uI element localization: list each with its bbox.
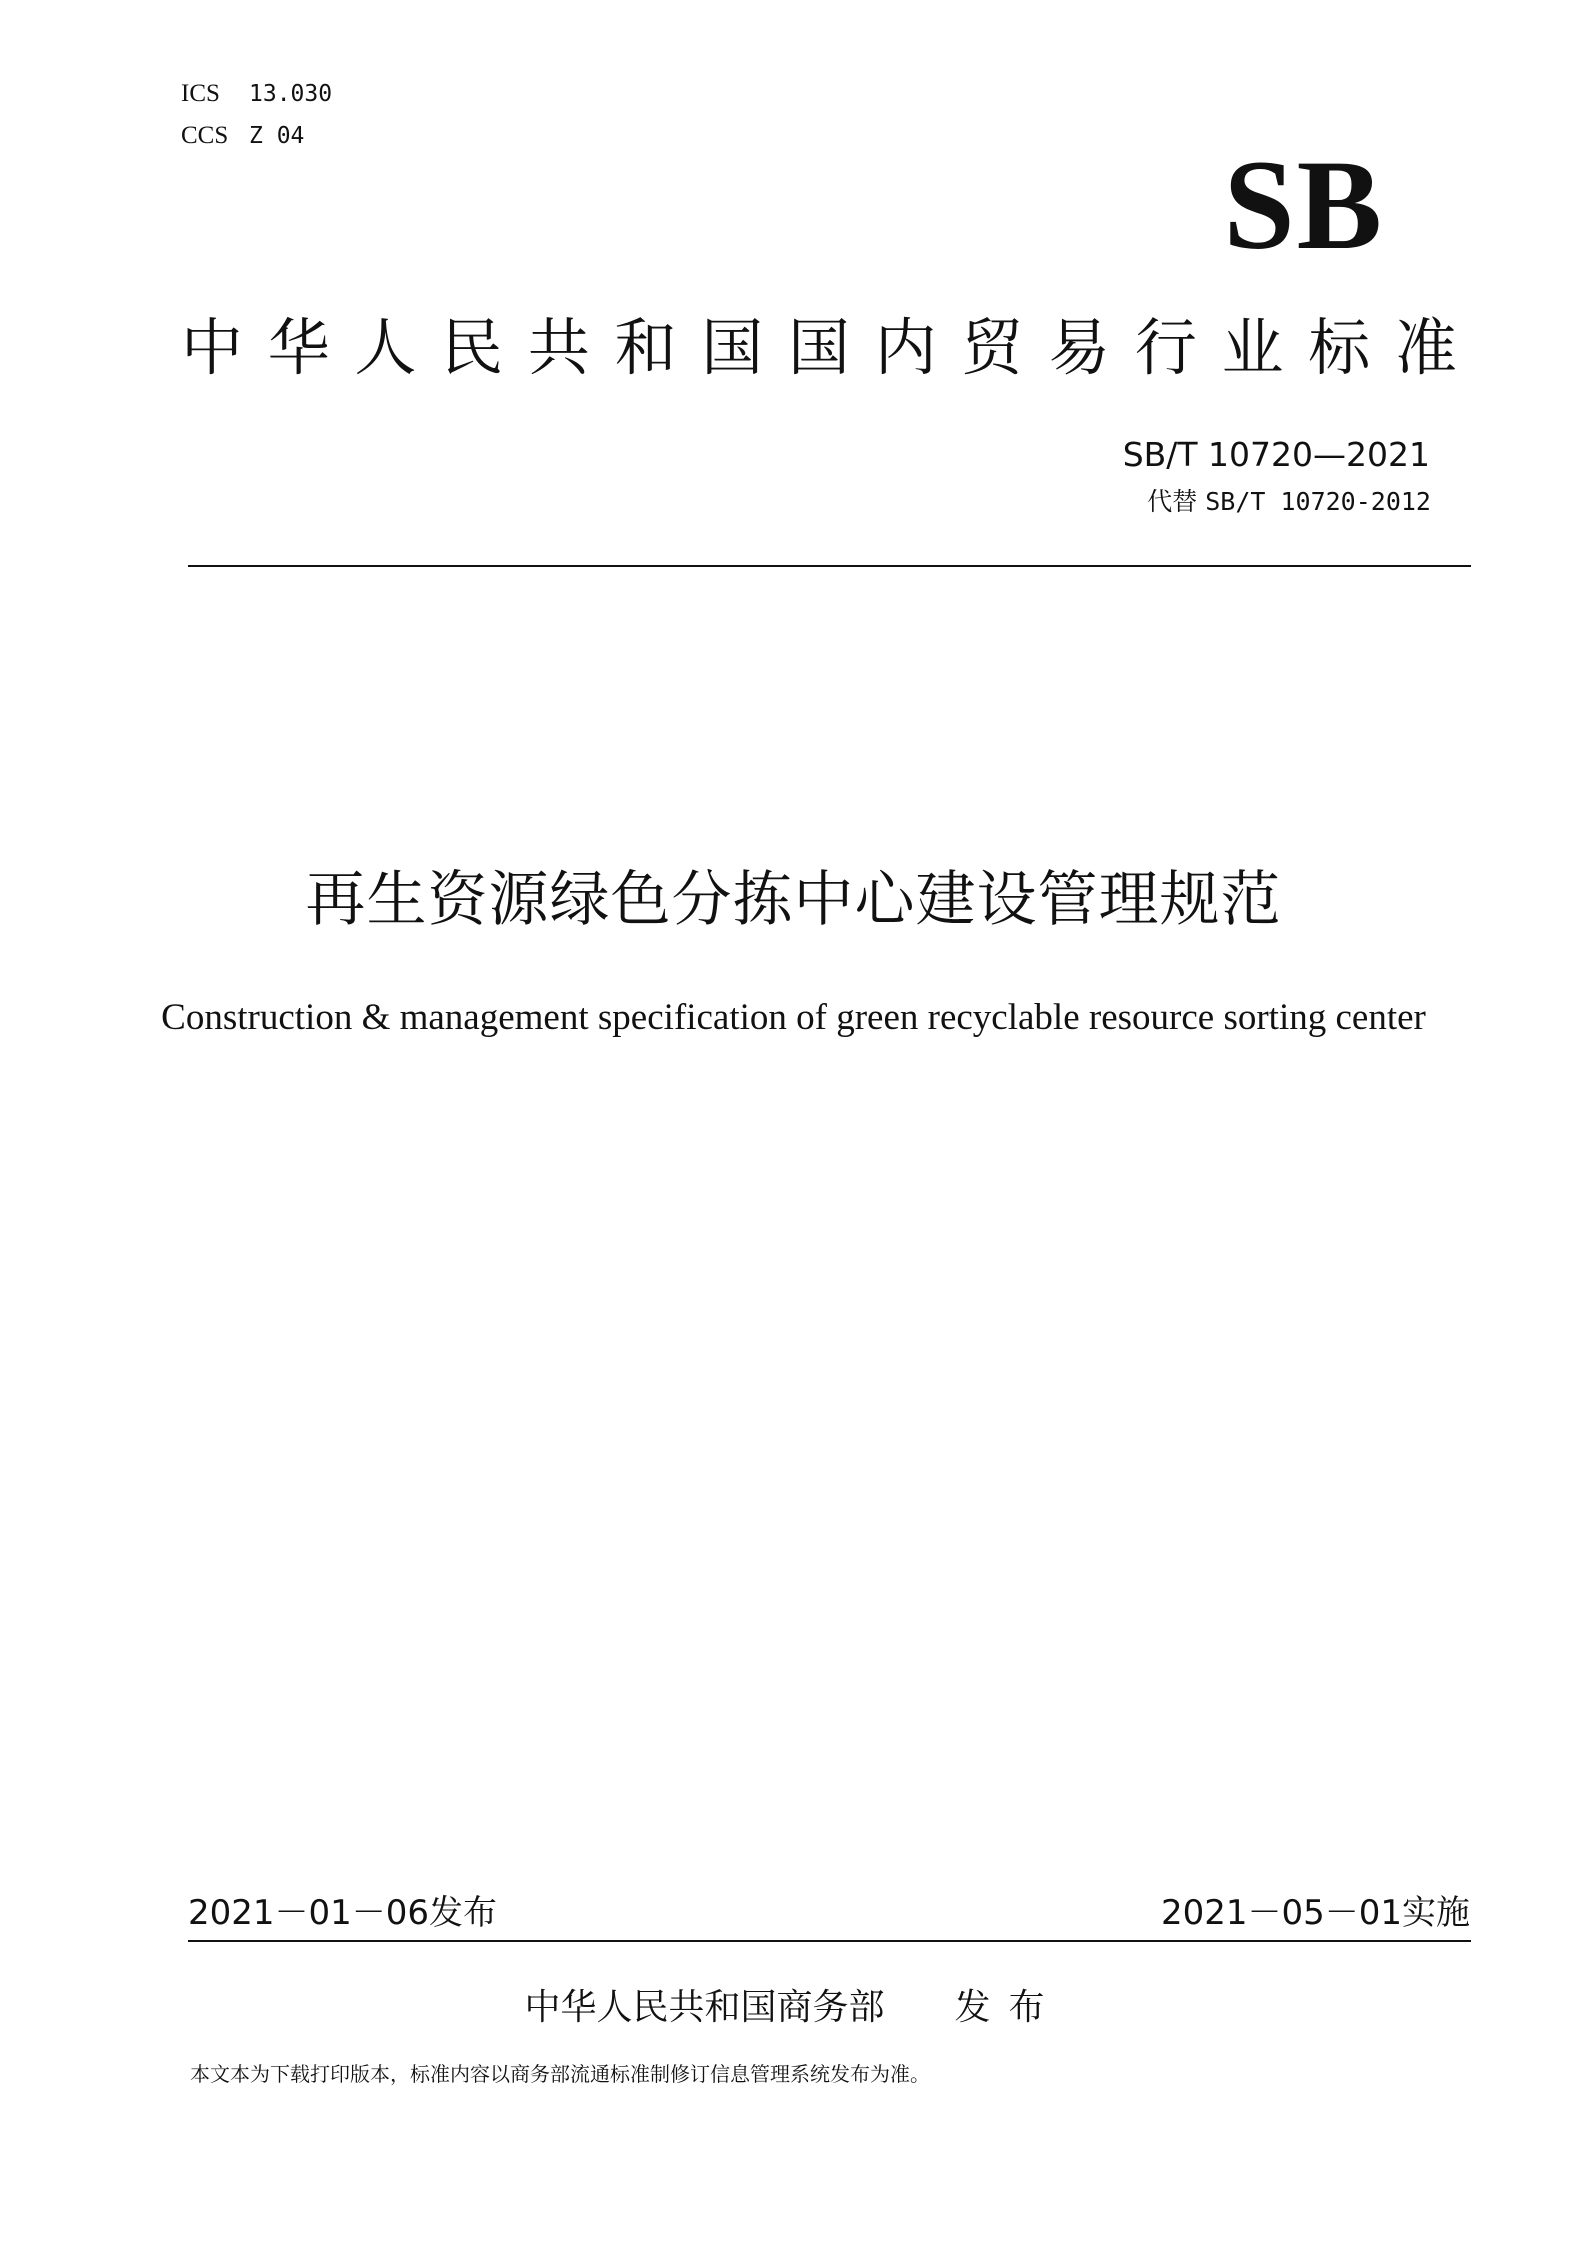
footer-divider bbox=[188, 1940, 1471, 1942]
header-divider bbox=[188, 565, 1471, 567]
issue-date: 2021－01－06发布 bbox=[188, 1893, 498, 1933]
sb-logo: SB bbox=[1223, 134, 1384, 276]
issuer-action: 发布 bbox=[954, 1987, 1063, 2028]
issuer-name: 中华人民共和国商务部 bbox=[524, 1987, 885, 2028]
download-footnote: 本文本为下载打印版本，标准内容以商务部流通标准制修订信息管理系统发布为准。 bbox=[190, 2062, 930, 2086]
ics-value: 13.030 bbox=[249, 81, 333, 107]
national-standard-title: 中华人民共和国国内贸易行业标准 bbox=[181, 311, 1461, 384]
document-title-chinese: 再生资源绿色分拣中心建设管理规范 bbox=[305, 865, 1282, 935]
document-title-english: Construction & management specification of green recyclable resource sorting center bbox=[161, 997, 1426, 1038]
ccs-label: CCS bbox=[181, 122, 229, 149]
replaces-label: 代替 bbox=[1147, 487, 1198, 516]
ics-label: ICS bbox=[181, 80, 220, 107]
issuer bbox=[0, 1985, 1587, 2031]
replaces-code: SB/T 10720-2012 bbox=[1205, 487, 1431, 516]
standard-number: SB/T 10720—2021 bbox=[1122, 435, 1430, 474]
implementation-date: 2021－05－01实施 bbox=[1160, 1893, 1470, 1933]
ccs-classification bbox=[181, 120, 304, 151]
ics-classification bbox=[181, 78, 332, 109]
replaces-standard bbox=[1147, 486, 1431, 518]
ccs-value: Z 04 bbox=[249, 123, 305, 149]
